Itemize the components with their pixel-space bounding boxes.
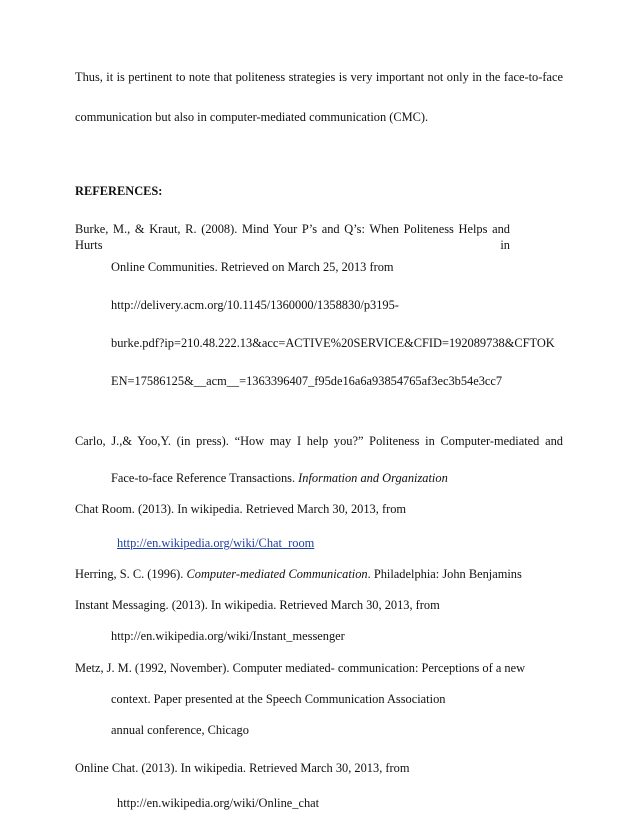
reference-line: Online Communities. Retrieved on March 25, 2013 from	[111, 260, 394, 274]
journal-title: Information and Organization	[298, 471, 448, 485]
reference-text: Herring, S. C. (1996).	[75, 567, 187, 581]
reference-line: Burke, M., & Kraut, R. (2008). Mind Your P’s and Q’s: When Politeness Helps and Hurts in	[75, 222, 510, 252]
reference-line: Online Chat. (2013). In wikipedia. Retrieved March 30, 2013, from	[75, 761, 410, 775]
reference-line: Carlo, J.,& Yoo,Y. (in press). “How may I help you?” Politeness in Computer-mediated and	[75, 434, 563, 448]
reference-url-line: http://en.wikipedia.org/wiki/Online_chat	[117, 796, 320, 810]
reference-url-line: http://en.wikipedia.org/wiki/Instant_messenger	[111, 629, 345, 643]
reference-url-line: http://delivery.acm.org/10.1145/1360000/1358830/p3195-	[111, 298, 399, 312]
reference-line: Chat Room. (2013). In wikipedia. Retrieved March 30, 2013, from	[75, 502, 407, 516]
reference-url-line: burke.pdf?ip=210.48.222.13&acc=ACTIVE%20SERVICE&CFID=192089738&CFTOK	[111, 336, 555, 350]
reference-line: Instant Messaging. (2013). In wikipedia. Retrieved March 30, 2013, from	[75, 598, 440, 612]
chat-room-link[interactable]: http://en.wikipedia.org/wiki/Chat_room	[117, 536, 315, 550]
reference-line	[111, 470, 448, 486]
reference-url-line: EN=17586125&__acm__=1363396407_f95de16a6a93854765af3ec3b54e3cc7	[111, 374, 503, 388]
book-title: Computer-mediated Communication	[186, 567, 368, 581]
intro-line-2: communication but also in computer-mediated communication (CMC).	[75, 110, 429, 124]
intro-line-1: Thus, it is pertinent to note that politeness strategies is very important not only in the face-to-face	[75, 70, 563, 84]
references-heading: REFERENCES:	[75, 184, 163, 198]
reference-text: Face-to-face Reference Transactions.	[111, 471, 299, 485]
reference-line	[75, 566, 522, 582]
reference-text: . Philadelphia: John Benjamins	[367, 567, 522, 581]
reference-line: annual conference, Chicago	[111, 723, 249, 737]
reference-line: context. Paper presented at the Speech Communication Association	[111, 692, 446, 706]
reference-line: Metz, J. M. (1992, November). Computer mediated- communication: Perceptions of a new	[75, 661, 526, 675]
